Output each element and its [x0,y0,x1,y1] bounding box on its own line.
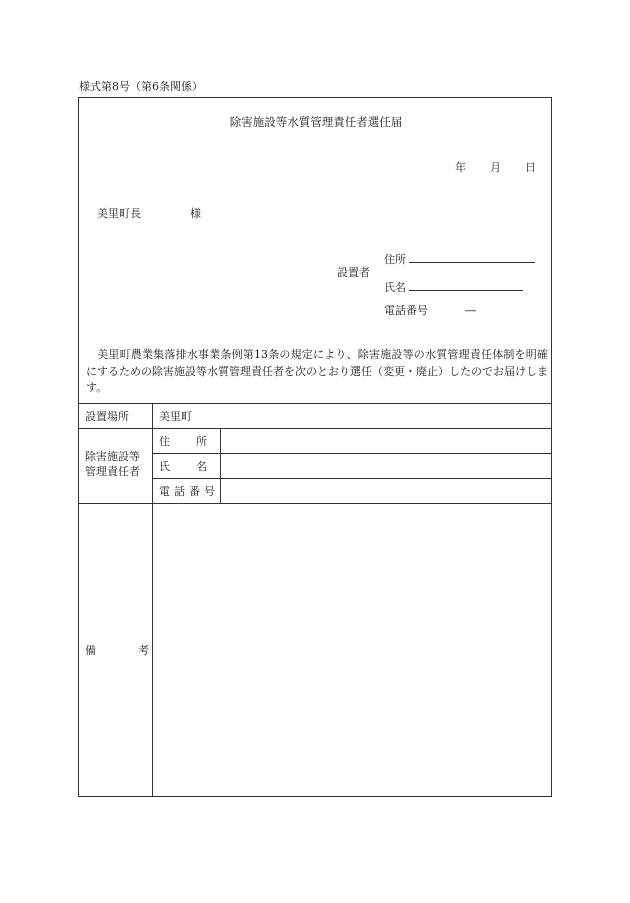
manager-label-line2: 管理責任者 [85,465,140,478]
addressee-honorific: 様 [190,207,201,220]
body-text: 美里町農業集落排水事業条例第13条の規定により、除害施設等の水質管理責任体制を明確にするための除害施設等水質管理責任者を次のとおり選任（変更・廃止）したのでお届けします。 [86,348,548,394]
form-frame [78,97,552,797]
applicant-address-label: 住所 [384,253,406,266]
row-divider-phone [79,503,551,504]
applicant-name-field[interactable] [409,290,523,291]
manager-label-line1: 除害施設等 [85,450,140,463]
form-number: 様式第8号（第6条関係） [79,80,203,93]
manager-address-label: 住所 [159,435,233,448]
manager-address-field[interactable] [224,431,546,451]
manager-name-field[interactable] [224,456,546,476]
date-year[interactable]: 年 [455,161,466,174]
location-value[interactable]: 美里町 [159,410,192,423]
remarks-label-first: 備 [85,644,96,657]
applicant-name-label: 氏名 [384,281,406,294]
addressee-name: 美里町長 [97,207,141,220]
date-day[interactable]: 日 [525,161,536,174]
manager-name-label: 氏名 [159,460,233,473]
document-title: 除害施設等水質管理責任者選任届 [229,115,403,129]
manager-phone-label: 電話番号 [159,485,219,498]
manager-phone-field[interactable] [224,481,546,501]
row-divider-name [152,478,551,479]
location-label: 設置場所 [85,410,129,423]
date-month[interactable]: 月 [490,161,501,174]
applicant-phone-separator[interactable]: ― [465,304,476,317]
table-column-divider [152,403,153,796]
row-divider-location [79,428,551,429]
applicant-phone-label: 電話番号 [384,304,428,317]
row-divider-address [152,453,551,454]
applicant-address-field[interactable] [409,262,535,263]
table-top-border [79,403,551,404]
remarks-field[interactable] [155,507,547,793]
applicant-label: 設置者 [337,266,370,279]
remarks-label-second: 考 [138,644,149,657]
